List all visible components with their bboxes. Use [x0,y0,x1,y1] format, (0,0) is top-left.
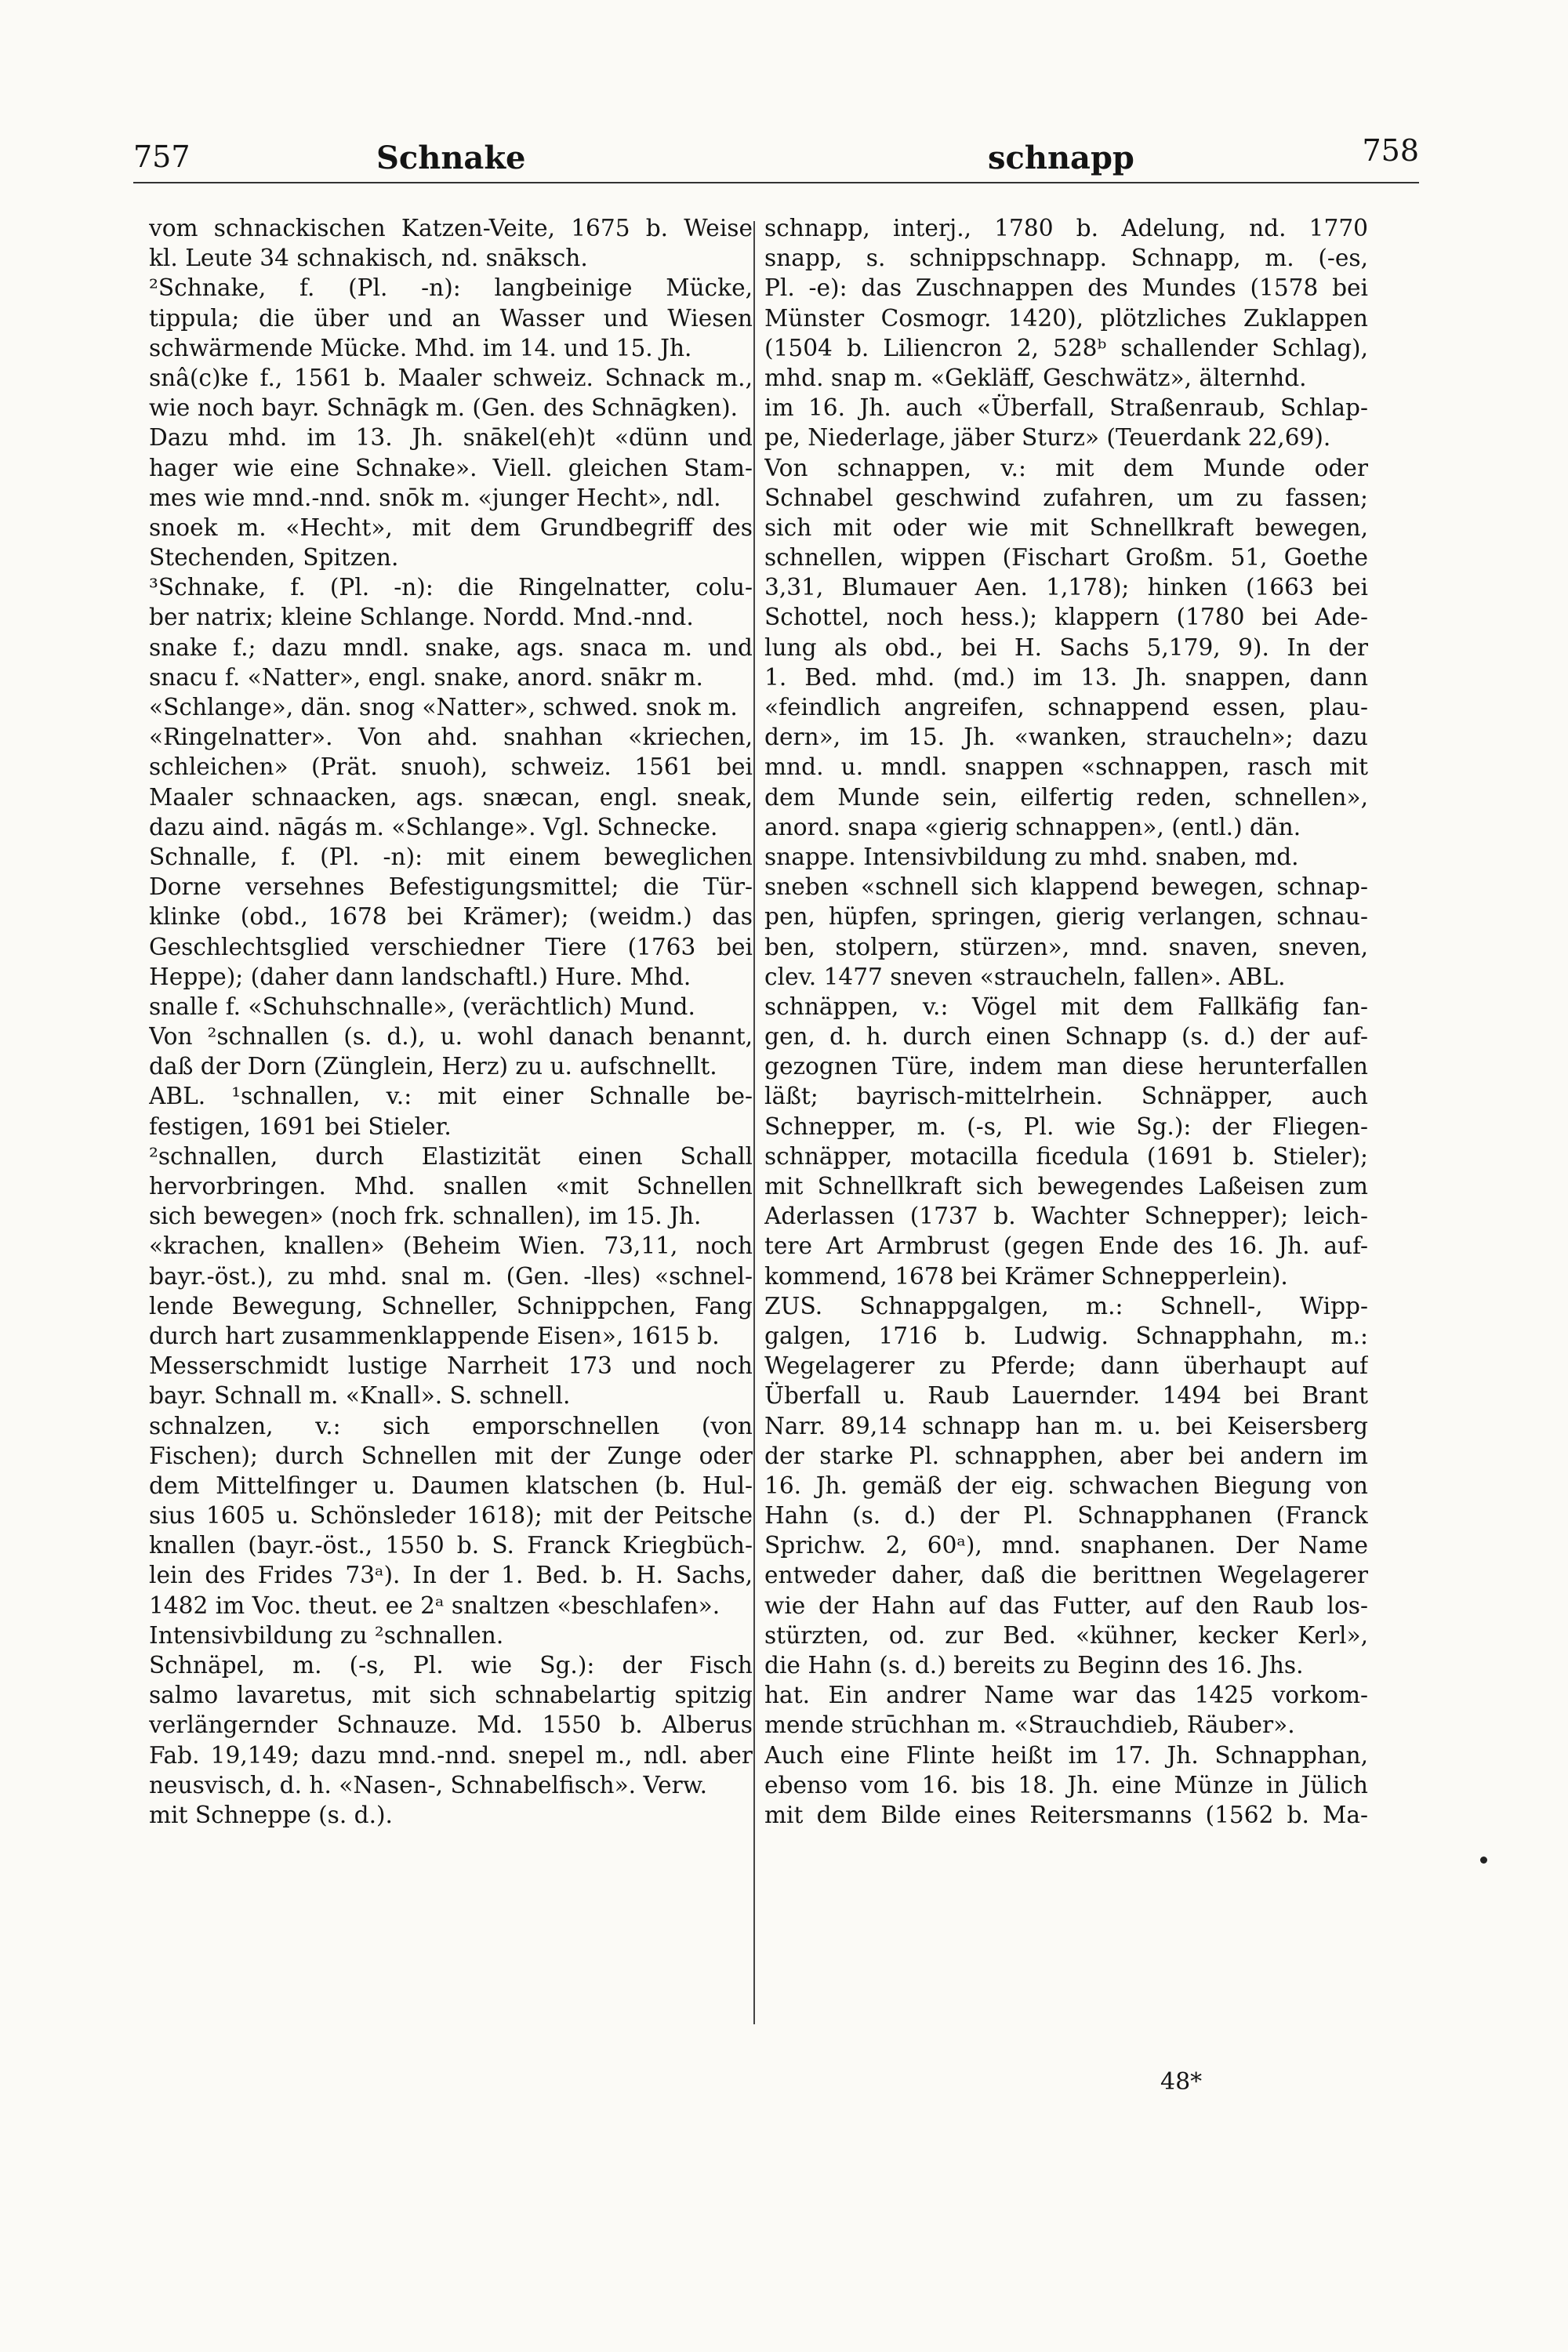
text-line: snâ(c)ke f., 1561 b. Maaler schweiz. Schnack m., [149,364,753,391]
left-column [149,213,753,1830]
text-line: Schnepper, m. (-s, Pl. wie Sg.): der Fliegen- [764,1112,1368,1140]
text-line: knallen (bayr.-öst., 1550 b. S. Franck Kriegbüch- [149,1532,753,1559]
text-line: schnapp, interj., 1780 b. Adelung, nd. 1770 [764,215,1368,241]
text-line: «feindlich angreifen, schnappend essen, plau- [764,694,1368,720]
text-line: dern», im 15. Jh. «wanken, straucheln»; dazu [764,724,1368,751]
text-line: snoek m. «Hecht», mit dem Grundbegriff des [149,514,753,541]
text-line: schleichen» (Prät. snuoh), schweiz. 1561 bei [149,753,753,781]
column-divider [753,221,755,2024]
text-line: lung als obd., bei H. Sachs 5,179, 9). In der [764,633,1368,661]
text-line: ber natrix; kleine Schlange. Nordd. Mnd.-nnd. [149,604,694,631]
text-line: 3,31, Blumauer Aen. 1,178); hinken (1663 bei [764,574,1368,601]
text-line: Narr. 89,14 schnapp han m. u. bei Keisersberg [764,1412,1368,1439]
text-line: ebenso vom 16. bis 18. Jh. eine Münze in Jülich [764,1771,1368,1798]
text-line: Dorne versehnes Befestigungsmittel; die Tür- [149,873,753,901]
text-line: kommend, 1678 bei Krämer Schnepperlein). [764,1262,1288,1290]
text-line: gen, d. h. durch einen Schnapp (s. d.) der auf- [764,1023,1368,1051]
text-line: «krachen, knallen» (Beheim Wien. 73,11, noch [149,1232,753,1260]
text-line: Überfall u. Raub Lauernder. 1494 bei Brant [764,1382,1368,1410]
text-line: wie der Hahn auf das Futter, auf den Raub los- [764,1592,1368,1619]
text-line: anord. snapa «gierig schnappen», (entl.) dän. [764,813,1301,840]
text-line: ben, stolpern, stürzen», mnd. snaven, sneven, [764,933,1368,960]
text-line: dem Munde sein, eilfertig reden, schnellen», [764,783,1368,811]
text-line: Heppe); (daher dann landschaftl.) Hure. Mhd. [149,963,691,990]
text-line: «Schlange», dän. snog «Natter», schwed. snok m. [149,694,738,720]
text-line: Münster Cosmogr. 1420), plötzliches Zuklappen [764,304,1368,332]
text-line: bayr.-öst.), zu mhd. snal m. (Gen. -lles) «schnel- [149,1262,753,1290]
text-line: snapp, s. schnippschnapp. Schnapp, m. (-es, [764,245,1368,272]
text-line: Messerschmidt lustige Narrheit 173 und noch [149,1352,753,1380]
text-line: (1504 b. Liliencron 2, 528ᵇ schallender Schlag), [764,334,1368,361]
text-line: 16. Jh. gemäß der eig. schwachen Biegung von [764,1472,1368,1499]
text-line: 1. Bed. mhd. (md.) im 13. Jh. snappen, dann [764,663,1368,691]
text-line: clev. 1477 sneven «straucheln, fallen». ABL. [764,963,1286,990]
text-line: Hahn (s. d.) der Pl. Schnapphanen (Franck [764,1502,1368,1530]
text-line: läßt; bayrisch-mittelrhein. Schnäpper, auch [764,1083,1368,1110]
text-line: snake f.; dazu mndl. snake, ags. snaca m. und [149,633,753,661]
page-number-right: 758 [1362,133,1419,168]
text-line: hat. Ein andrer Name war das 1425 vorkom- [764,1682,1368,1709]
text-line: Schnäpel, m. (-s, Pl. wie Sg.): der Fisch [149,1652,753,1679]
text-line: Dazu mhd. im 13. Jh. snākel(eh)t «dünn und [149,424,753,452]
right-column [764,213,1368,1830]
text-line: schnalzen, v.: sich emporschnellen (von [149,1412,753,1439]
page-number-left: 757 [133,140,191,174]
text-line: wie noch bayr. Schnāgk m. (Gen. des Schnāgken). [149,394,739,422]
text-line: Auch eine Flinte heißt im 17. Jh. Schnapphan, [764,1741,1368,1769]
text-line: ZUS. Schnappgalgen, m.: Schnell-, Wipp- [764,1292,1368,1319]
text-line: schnäpper, motacilla ficedula (1691 b. Stieler); [764,1142,1368,1170]
text-line: snacu f. «Natter», engl. snake, anord. snākr m. [149,663,703,691]
text-line: die Hahn (s. d.) bereits zu Beginn des 16. Jhs. [764,1652,1304,1679]
text-line: stürzten, od. zur Bed. «kühner, kecker Kerl», [764,1621,1368,1649]
text-line: lein des Frides 73ᵃ). In der 1. Bed. b. H. Sachs, [149,1562,753,1589]
text-line: sich mit oder wie mit Schnellkraft bewegen, [764,514,1368,541]
text-line: mende strūchhan m. «Strauchdieb, Räuber». [764,1711,1295,1739]
text-line: durch hart zusammenklappende Eisen», 1615 b. [149,1322,720,1349]
text-line: verlängernder Schnauze. Md. 1550 b. Alberus [149,1711,753,1739]
text-line: pe, Niederlage, jäber Sturz» (Teuerdank 22,69). [764,424,1331,452]
text-line: lende Bewegung, Schneller, Schnippchen, Fang [149,1292,753,1319]
text-line: Fab. 19,149; dazu mnd.-nnd. snepel m., ndl. aber [149,1741,753,1769]
text-line: schnäppen, v.: Vögel mit dem Fallkäfig fan- [764,993,1368,1020]
text-line: Von ²schnallen (s. d.), u. wohl danach benannt, [149,1023,753,1051]
text-line: ABL. ¹schnallen, v.: mit einer Schnalle be- [149,1083,753,1110]
text-line: schwärmende Mücke. Mhd. im 14. und 15. Jh. [149,334,692,361]
text-line: klinke (obd., 1678 bei Krämer); (weidm.) das [149,903,753,931]
text-line: bayr. Schnall m. «Knall». S. schnell. [149,1382,571,1410]
margin-dot [1480,1857,1487,1864]
text-line: snappe. Intensivbildung zu mhd. snaben, md. [764,843,1299,870]
text-line: mit Schneppe (s. d.). [149,1801,393,1828]
text-line: tippula; die über und an Wasser und Wiesen [149,304,753,332]
running-headword-right: schnapp [988,140,1134,176]
text-line: neusvisch, d. h. «Nasen-, Schnabelfisch». Verw. [149,1771,708,1798]
text-line: sich bewegen» (noch frk. schnallen), im 15. Jh. [149,1203,702,1230]
header-rule [133,182,1419,183]
text-line: Wegelagerer zu Pferde; dann überhaupt auf [764,1352,1368,1380]
text-line: dem Mittelfinger u. Daumen klatschen (b. Hul- [149,1472,753,1499]
text-line: mit Schnellkraft sich bewegendes Laßeisen zum [764,1173,1368,1200]
text-line: entweder daher, daß die berittnen Wegelagerer [764,1562,1368,1589]
text-line: festigen, 1691 bei Stieler. [149,1112,452,1140]
text-line: Geschlechtsglied verschiedner Tiere (1763 bei [149,933,753,960]
text-line: tere Art Armbrust (gegen Ende des 16. Jh. auf- [764,1232,1368,1260]
text-line: «Ringelnatter». Von ahd. snahhan «kriechen, [149,724,753,751]
text-line: galgen, 1716 b. Ludwig. Schnapphahn, m.: [764,1322,1368,1349]
text-line: Schnabel geschwind zufahren, um zu fassen; [764,484,1368,511]
page-header [133,133,1419,188]
text-line: salmo lavaretus, mit sich schnabelartig spitzig [149,1682,753,1709]
signature-mark: 48* [1160,2068,1203,2096]
text-line: Maaler schnaacken, ags. snæcan, engl. sneak, [149,783,753,811]
running-headword-left: Schnake [376,140,526,176]
text-line: hervorbringen. Mhd. snallen «mit Schnellen [149,1173,753,1200]
text-line: mes wie mnd.-nnd. snōk m. «junger Hecht», ndl. [149,484,721,511]
text-line: der starke Pl. schnapphen, aber bei andern im [764,1442,1368,1469]
text-line: sneben «schnell sich klappend bewegen, schnap- [764,873,1368,901]
text-line: dazu aind. nāgás m. «Schlange». Vgl. Schnecke. [149,813,718,840]
text-line: im 16. Jh. auch «Überfall, Straßenraub, Schlap- [764,394,1368,422]
text-line: Aderlassen (1737 b. Wachter Schnepper); leich- [764,1203,1368,1230]
text-line: schnellen, wippen (Fischart Großm. 51, Goethe [764,544,1368,572]
text-line: ²schnallen, durch Elastizität einen Schall [149,1142,753,1170]
text-line: mhd. snap m. «Gekläff, Geschwätz», älternhd. [764,364,1307,391]
text-line: kl. Leute 34 schnakisch, nd. snāksch. [149,245,588,272]
text-line: Sprichw. 2, 60ᵃ), mnd. snaphanen. Der Name [764,1532,1368,1559]
text-line: hager wie eine Schnake». Viell. gleichen Stam- [149,454,753,481]
text-line: Intensivbildung zu ²schnallen. [149,1621,504,1649]
text-line: vom schnackischen Katzen-Veite, 1675 b. Weise [149,215,753,241]
text-line: Schnalle, f. (Pl. -n): mit einem beweglichen [149,843,753,870]
text-line: mnd. u. mndl. snappen «schnappen, rasch mit [764,753,1368,781]
text-line: daß der Dorn (Zünglein, Herz) zu u. aufschnellt. [149,1053,717,1080]
text-line: ³Schnake, f. (Pl. -n): die Ringelnatter, colu- [149,574,753,601]
text-line: pen, hüpfen, springen, gierig verlangen, schnau- [764,903,1368,931]
text-line: gezognen Türe, indem man diese herunterfallen [764,1053,1368,1080]
text-line: Fischen); durch Schnellen mit der Zunge oder [149,1442,753,1469]
text-line: ²Schnake, f. (Pl. -n): langbeinige Mücke, [149,274,753,302]
text-line: Pl. -e): das Zuschnappen des Mundes (1578 bei [764,274,1368,302]
text-line: snalle f. «Schuhschnalle», (verächtlich) Mund. [149,993,695,1020]
text-line: 1482 im Voc. theut. ee 2ᵃ snaltzen «beschlafen». [149,1592,720,1619]
text-line: sius 1605 u. Schönsleder 1618); mit der Peitsche [149,1502,753,1530]
text-line: mit dem Bilde eines Reitersmanns (1562 b. Ma- [764,1801,1368,1828]
text-line: Stechenden, Spitzen. [149,544,399,572]
text-line: Von schnappen, v.: mit dem Munde oder [764,454,1368,481]
text-line: Schottel, noch hess.); klappern (1780 bei Ade- [764,604,1368,631]
